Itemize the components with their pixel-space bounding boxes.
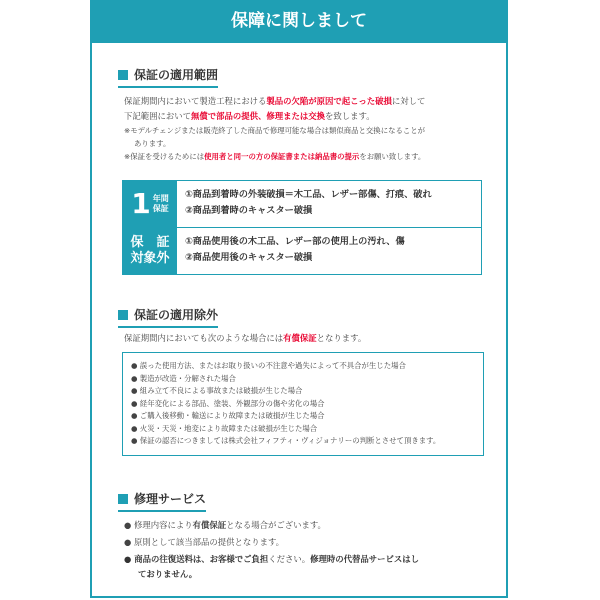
warranty-table — [122, 180, 482, 275]
list-item: ● 製造が改造・分解された場合 — [131, 373, 236, 383]
covered-items: ①商品到着時の外装破損＝木工品、レザー部傷、打痕、破れ ②商品到着時のキャスター破損 — [185, 189, 432, 216]
exclusion-list-box — [122, 352, 484, 456]
service-item-3: ● 商品の往復送料は、お客様でご負担ください。修理時の代替品サービスはし — [124, 554, 419, 564]
not-covered-badge: 保 証 対象外 — [123, 228, 177, 274]
list-item: ● ご購入後移動・輸送により故障または破損が生じた場合 — [131, 411, 325, 420]
square-bullet-icon — [118, 70, 128, 80]
warranty-panel — [90, 0, 508, 598]
coverage-note-1b: あります。 — [134, 139, 171, 148]
exclusion-heading-text: 保証の適用除外 — [134, 308, 219, 322]
service-item-2: ● 原則として該当部品の提供となります。 — [124, 537, 285, 547]
exclusion-intro: 保証期間内においても次のような場合には有償保証となります。 — [124, 333, 367, 343]
one-year-warranty-badge: 1 年間 保証 — [123, 181, 177, 227]
exclusion-heading — [118, 306, 218, 328]
service-item-1: ● 修理内容により有償保証となる場合がございます。 — [124, 520, 326, 530]
service-heading — [118, 490, 206, 512]
list-item: ● 火災・天災・地変により故障または破損が生じた場合 — [131, 423, 318, 433]
coverage-line-2: 下記範囲において無償で部品の提供、修理または交換を致します。 — [124, 111, 375, 121]
coverage-note-2: ※保証を受けるためには使用者と同一の方の保証書または納品書の提示をお願い致します。 — [124, 152, 426, 161]
excluded-items: ①商品使用後の木工品、レザー部の使用上の汚れ、傷 ②商品使用後のキャスター破損 — [185, 236, 405, 263]
coverage-heading — [118, 66, 218, 88]
service-heading-text: 修理サービス — [134, 492, 207, 506]
list-item: ● 誤った使用方法、またはお取り扱いの不注意や過失によって不具合が生じた場合 — [131, 361, 406, 370]
coverage-note-1: ※モデルチェンジまたは販売終了した商品で修理可能な場合は類似商品と交換になることが — [124, 126, 426, 135]
list-item: ● 組み立て不良による事故または破損が生じた場合 — [131, 386, 303, 395]
list-item: ● 経年変化による部品、塗装、外観部分の傷や劣化の場合 — [131, 398, 325, 408]
square-bullet-icon — [118, 310, 128, 320]
page-title: 保障に関しまして — [92, 0, 506, 43]
exclusion-list — [131, 360, 475, 448]
coverage-line-1: 保証期間内において製造工程における製品の欠陥が原因で起こった破損に対して — [124, 96, 426, 106]
list-item: ● 保証の認否につきましては株式会社フィフティ・ヴィジョナリーの判断とさせて頂きます。 — [131, 436, 441, 445]
warranty-row-covered — [123, 181, 481, 227]
coverage-heading-text: 保証の適用範囲 — [134, 68, 219, 82]
warranty-row-excluded — [123, 227, 481, 274]
square-bullet-icon — [118, 494, 128, 504]
service-item-3-cont: ておりません。 — [138, 569, 198, 579]
